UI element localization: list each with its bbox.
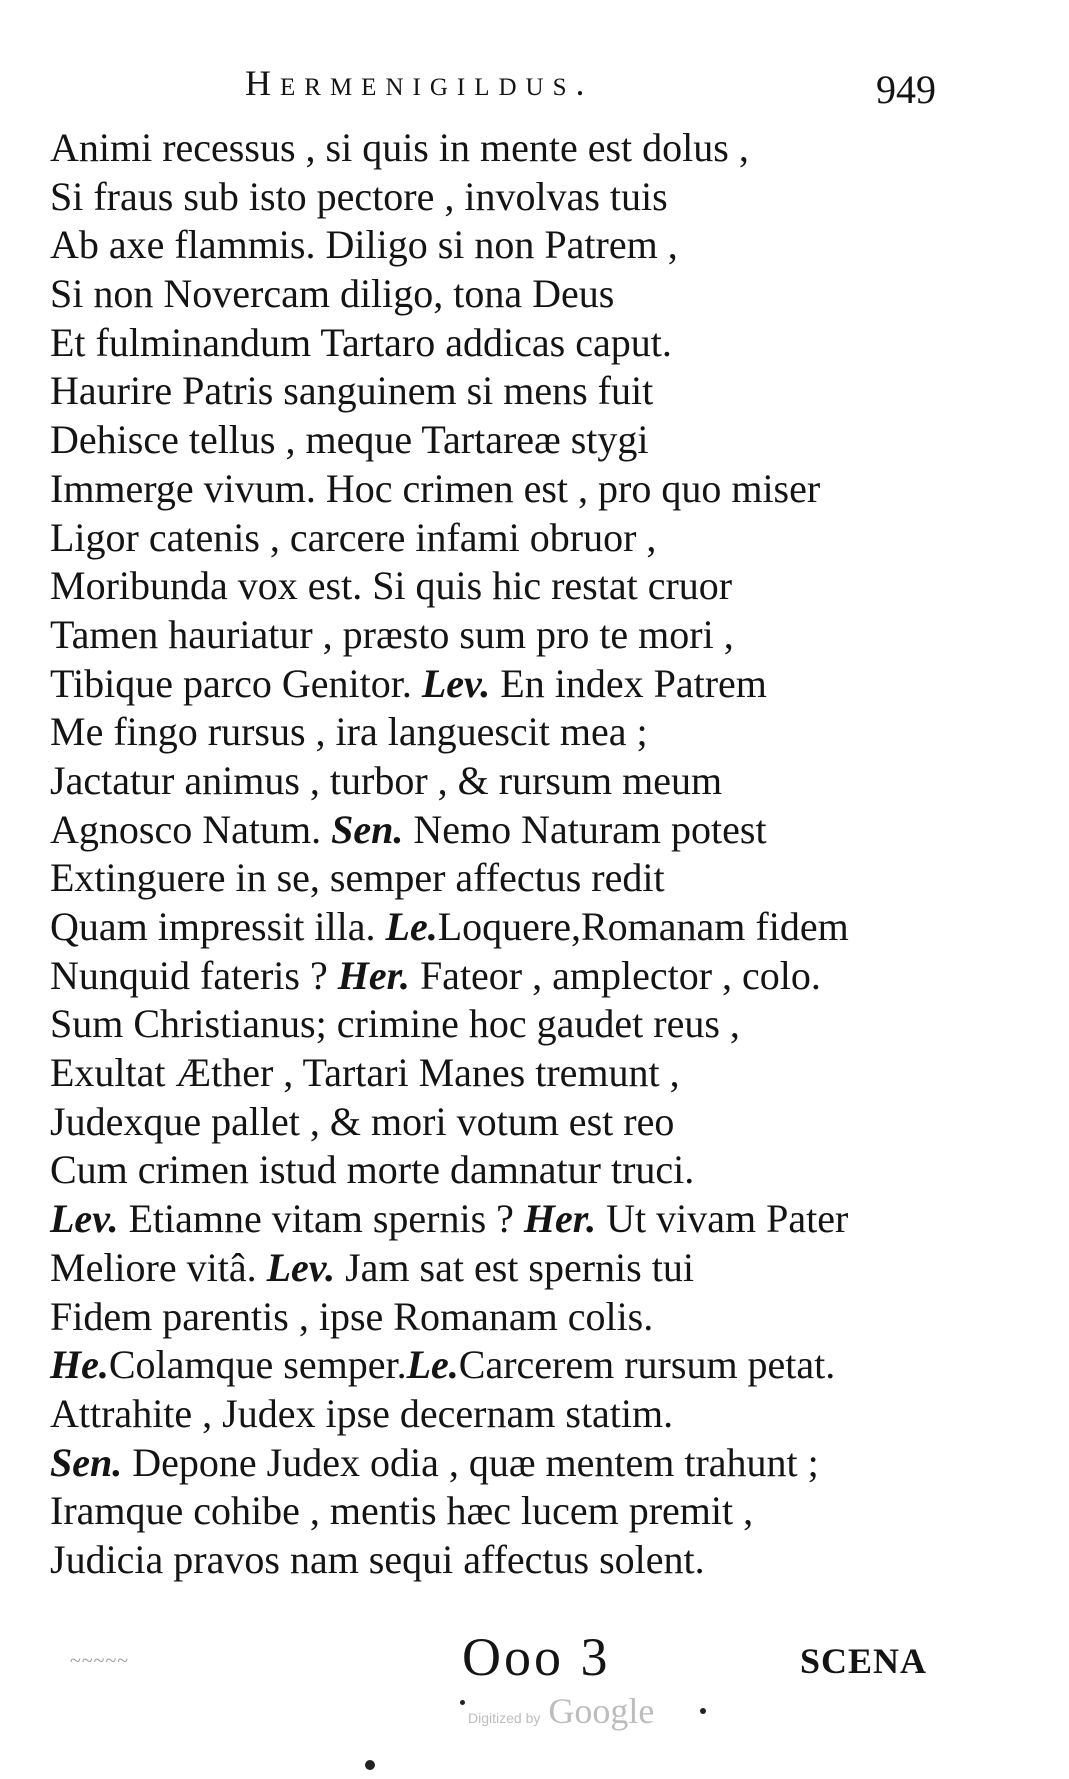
verse-line (50, 708, 980, 757)
verse-text: Animi recessus , si quis in mente est dolus , (50, 125, 749, 170)
speaker-abbreviation: Lev. (266, 1244, 336, 1290)
verse-text: Depone Judex odia , quæ mentem trahunt ; (122, 1439, 819, 1485)
verse-text: Agnosco Natum. (50, 806, 332, 852)
watermark-brand: Google (548, 1691, 655, 1731)
verse-text: Si fraus sub isto pectore , involvas tuis (50, 173, 668, 219)
page-number: 949 (876, 67, 936, 112)
verse-text: Me fingo rursus , ira languescit mea ; (50, 709, 648, 755)
verse-line (50, 1244, 980, 1293)
verse-text: Meliore vitâ. (50, 1244, 267, 1290)
speaker-abbreviation: He. (50, 1342, 109, 1388)
verse-text: Exultat Æther , Tartari Manes tremunt , (50, 1050, 680, 1096)
verse-text: Dehisce tellus , meque Tartareæ stygi (50, 417, 649, 463)
verse-text: Nunquid fateris ? (50, 952, 338, 998)
verse-line (50, 1439, 980, 1488)
verse-line (50, 124, 980, 173)
verse-text: Judicia pravos nam sequi affectus solent. (50, 1536, 705, 1582)
verse-text: Sum Christianus; crimine hoc gaudet reus , (50, 1001, 740, 1047)
verse-line (50, 319, 980, 368)
faint-margin-mark: ~~~~~ (70, 1650, 130, 1672)
verse-line (50, 660, 980, 709)
verse-text: Fidem parentis , ipse Romanam colis. (50, 1293, 654, 1339)
speaker-abbreviation: Her. (523, 1196, 597, 1242)
speaker-abbreviation: Le. (406, 1342, 459, 1388)
verse-line (50, 757, 980, 806)
verse-text: Ligor catenis , carcere infami obruor , (50, 514, 657, 560)
speaker-abbreviation: Her. (337, 952, 410, 998)
verse-line (50, 903, 980, 952)
verse-text: Attrahite , Judex ipse decernam statim. (50, 1390, 674, 1436)
verse-line (50, 1000, 980, 1049)
ink-speck (700, 1708, 706, 1714)
verse-line (50, 1098, 980, 1147)
verse-line (50, 1536, 980, 1585)
verse-text: Carcerem rursum petat. (458, 1342, 836, 1388)
verse-text: Jam sat est spernis tui (335, 1244, 694, 1290)
watermark-prefix: Digitized by (468, 1710, 541, 1726)
verse-text: Et fulminandum Tartaro addicas caput. (50, 319, 672, 365)
verse-text: Loquere,Romanam fidem (437, 904, 849, 949)
verse-line (50, 270, 980, 319)
verse-text: Nemo Naturam potest (403, 806, 767, 852)
verse-text: Fateor , amplector , colo. (409, 952, 821, 998)
verse-line (50, 952, 980, 1001)
verse-text: Etiamne vitam spernis ? (118, 1196, 524, 1242)
verse-text: En index Patrem (490, 660, 767, 706)
verse-text: Iramque cohibe , mentis hæc lucem premit , (50, 1488, 754, 1534)
verse-line (50, 1341, 980, 1390)
speaker-abbreviation: Le. (385, 904, 438, 949)
verse-line (50, 221, 980, 270)
verse-text: Extinguere in se, semper affectus redit (50, 855, 665, 901)
speaker-abbreviation: Lev. (50, 1196, 119, 1242)
verse-text: Immerge vivum. Hoc crimen est , pro quo miser (50, 465, 821, 511)
verse-text: Tibique parco Genitor. (50, 660, 422, 706)
verse-line (50, 1049, 980, 1098)
ink-speck (460, 1700, 465, 1705)
verse-line (50, 1390, 980, 1439)
verse-line (50, 1195, 980, 1244)
verse-line (50, 1487, 980, 1536)
verse-text: Moribunda vox est. Si quis hic restat cruor (50, 563, 733, 609)
digitizer-watermark (468, 1690, 654, 1732)
verse-text: Si non Novercam diligo, tona Deus (50, 271, 615, 317)
verse-text: Quam impressit illa. (50, 904, 386, 949)
verse-line (50, 416, 980, 465)
speaker-abbreviation: Lev. (421, 660, 491, 706)
verse-text: Jactatur animus , turbor , & rursum meum (50, 757, 723, 803)
verse-line (50, 806, 980, 855)
speaker-abbreviation: Sen. (50, 1439, 123, 1485)
running-title: Hermenigildus. (245, 63, 594, 103)
verse-line (50, 367, 980, 416)
verse-line (50, 562, 980, 611)
verse-text: Judexque pallet , & mori votum est reo (50, 1098, 675, 1144)
verse-line (50, 465, 980, 514)
verse-line (50, 514, 980, 563)
verse-line (50, 854, 980, 903)
verse-line (50, 1293, 980, 1342)
verse-text: Ab axe flammis. Diligo si non Patrem , (50, 222, 678, 268)
verse-text: Ut vivam Pater (596, 1196, 849, 1242)
verse-block (50, 124, 980, 1585)
verse-text: Cum crimen istud morte damnatur truci. (50, 1147, 695, 1193)
ink-speck (365, 1760, 375, 1770)
verse-line (50, 1146, 980, 1195)
speaker-abbreviation: Sen. (331, 806, 404, 852)
verse-text: Haurire Patris sanguinem si mens fuit (50, 368, 654, 414)
verse-line (50, 173, 980, 222)
catchword: SCENA (800, 1641, 928, 1681)
signature-mark: Ooo 3 (462, 1627, 611, 1687)
verse-text: Colamque semper. (108, 1342, 407, 1388)
verse-line (50, 611, 980, 660)
verse-text: Tamen hauriatur , præsto sum pro te mori , (50, 611, 734, 657)
